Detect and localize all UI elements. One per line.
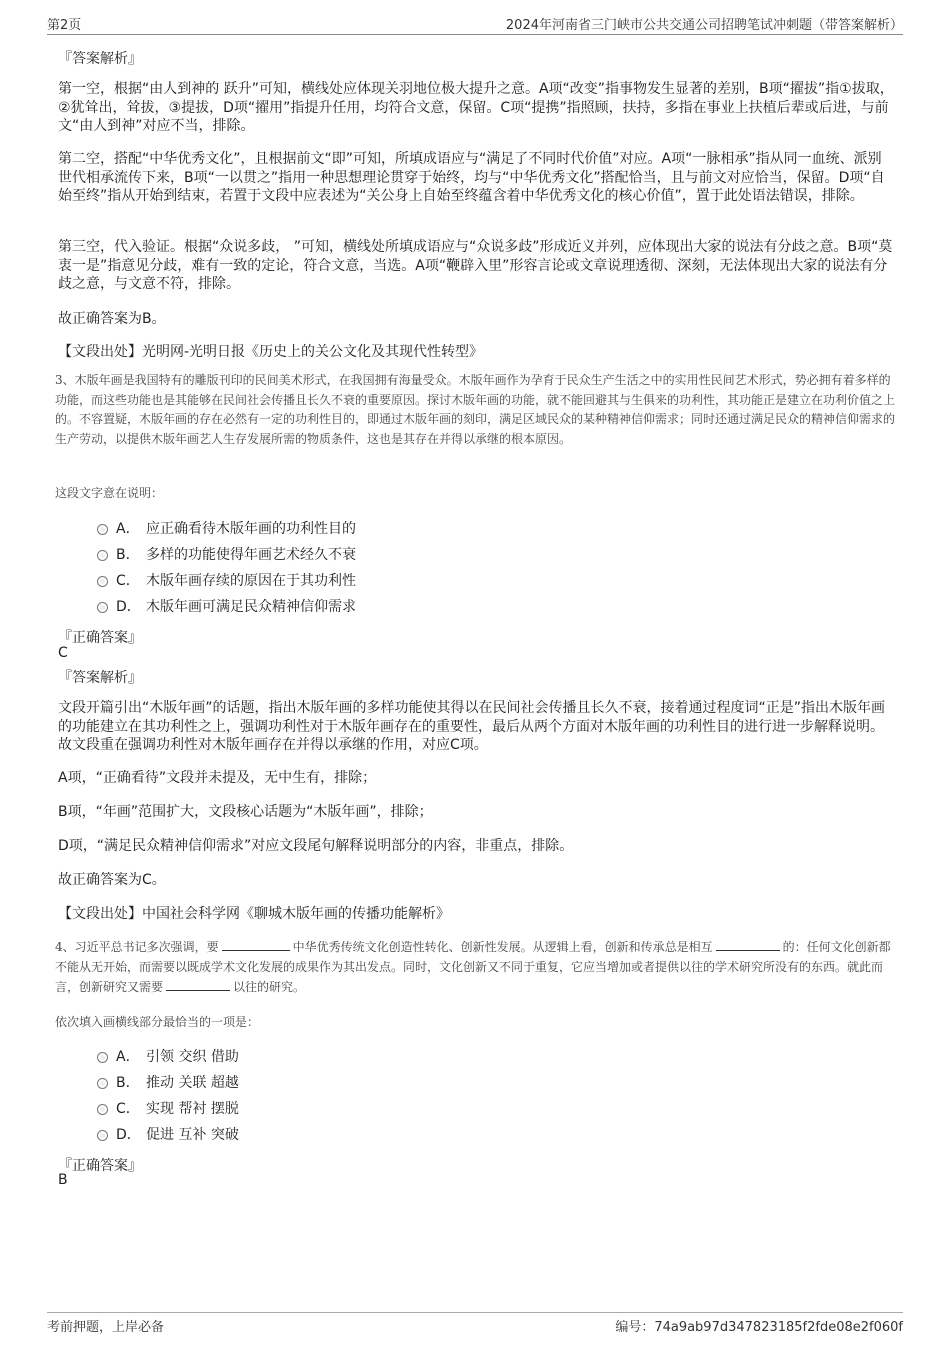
q2-conclusion: 故正确答案为B。: [58, 311, 166, 327]
q3-analysis-a: A项，“正确看待”文段并未提及，无中生有，排除；: [58, 770, 377, 786]
blank-line: [166, 977, 230, 991]
q3-analysis-d: D项，“满足民众精神信仰需求”对应文段尾句解释说明部分的内容，非重点，排除。: [58, 838, 574, 854]
q3-option-c[interactable]: C． 木版年画存续的原因在于其功利性: [97, 571, 356, 591]
q2-source: 【文段出处】光明网-光明日报《历史上的关公文化及其现代性转型》: [58, 344, 484, 360]
blank-line: [222, 937, 290, 951]
radio-icon[interactable]: [97, 1104, 108, 1115]
q3-source: 【文段出处】中国社会科学网《聊城木版年画的传播功能解析》: [58, 906, 450, 922]
q3-answer-tag: 『正确答案』: [58, 630, 142, 646]
radio-icon[interactable]: [97, 602, 108, 613]
q3-prompt: 这段文字意在说明：: [55, 486, 164, 500]
q4-answer-tag: 『正确答案』: [58, 1158, 142, 1174]
page-header: [47, 12, 903, 35]
q4-option-c[interactable]: C． 实现 帮衬 摆脱: [97, 1099, 239, 1119]
q3-option-d[interactable]: D． 木版年画可满足民众精神信仰需求: [97, 597, 356, 617]
q4-option-a[interactable]: A． 引领 交织 借助: [97, 1047, 239, 1067]
q3-stem: 3、木版年画是我国特有的雕版刊印的民间美术形式，在我国拥有海量受众。木版年画作为孕育于民众生产生活之中的实用性民间艺术形式，势必拥有着多样的功能，而这些功能也是其能够在民间社会传播且长久不衰的重要原因。探讨木版年画的功能，就不能回避其与生俱来的功利性，其功能正是建立在功利价值之上的。不容置疑，木版年画的存在必然有一定的功利性目的，即通过木版年画的刻印，满足区域民众的某种精神信仰需求；同时还通过满足民众的精神信仰需求的生产劳动，以提供木版年画艺人生存发展所需的物质条件，这也是其存在并得以承继的根本原因。: [55, 373, 896, 446]
q3-option-b[interactable]: B． 多样的功能使得年画艺术经久不衰: [97, 545, 356, 565]
q3-analysis-tag: 『答案解析』: [58, 670, 142, 686]
q4-option-d[interactable]: D． 促进 互补 突破: [97, 1125, 239, 1145]
q2-analysis-p2: 第二空，搭配“中华优秀文化”，且根据前文“即”可知，所填成语应与“满足了不同时代价值”对应。A项“一脉相承”指从同一血统、派别世代相承流传下来，B项“一以贯之”指用一种思想理论贯穿于始终，均与“中华优秀文化”搭配恰当，且与前文对应恰当，保留。D项“自始至终”指从开始到结束，若置于文段中应表述为“关公身上自始至终蕴含着中华优秀文化的核心价值”，置于此处语法错误，排除。: [58, 151, 885, 204]
q2-analysis-p3: 第三空，代入验证。根据“众说多歧， ”可知，横线处所填成语应与“众说多歧”形成近义并列，应体现出大家的说法有分歧之意。B项“莫衷一是”指意见分歧，难有一致的定论，符合文意，当选。A项“鞭辟入里”形容言论或文章说理透彻、深刻，无法体现出大家的说法有分歧之意，与文意不符，排除。: [58, 239, 893, 292]
radio-icon[interactable]: [97, 524, 108, 535]
radio-icon[interactable]: [97, 1078, 108, 1089]
q4-stem: 4、习近平总书记多次强调，要 中华优秀传统文化创造性转化、创新性发展。从逻辑上看，创新和传承总是相互 的：任何文化创新都不能从无开始，而需要以既成学术文化发展的成果作为其出发点。同时，文化创新又不同于重复，它应当增加或者提供以往的学术研究所没有的东西。就此而言，创新研究又需要 以往的研究。: [55, 937, 897, 998]
q3-analysis-b: B项，“年画”范围扩大，文段核心话题为“木版年画”，排除；: [58, 804, 433, 820]
footer-slogan: 考前押题，上岸必备: [47, 1320, 165, 1335]
page-number: 第2页: [47, 18, 82, 33]
radio-icon[interactable]: [97, 576, 108, 587]
q4-option-b[interactable]: B． 推动 关联 超越: [97, 1073, 239, 1093]
q2-analysis-tag: 『答案解析』: [58, 51, 142, 67]
radio-icon[interactable]: [97, 1130, 108, 1141]
q3-analysis-p1: 文段开篇引出“木版年画”的话题，指出木版年画的多样功能使其得以在民间社会传播且长久不衰，接着通过程度词“正是”指出木版年画的功能建立在其功利性之上，强调功利性对于木版年画存在的重要性，最后从两个方面对木版年画的功利性目的进行进一步解释说明。故文段重在强调功利性对木版年画存在并得以承继的作用，对应C项。: [58, 700, 886, 753]
q4-answer: B: [58, 1172, 68, 1188]
q3-answer: C: [58, 645, 68, 661]
blank-line: [716, 937, 780, 951]
document-code: 编号：74a9ab97d347823185f2fde08e2f060f: [615, 1320, 903, 1335]
radio-icon[interactable]: [97, 1052, 108, 1063]
q4-prompt: 依次填入画横线部分最恰当的一项是：: [55, 1015, 260, 1029]
page-footer: [47, 1312, 903, 1337]
q2-analysis-p1: 第一空，根据“由人到神的 跃升”可知，横线处应体现关羽地位极大提升之意。A项“改变”指事物发生显著的差别，B项“擢拔”指①拔取，②犹耸出，耸拔，③提拔，D项“擢用”指提升任用，均符合文意，保留。C项“提携”指照顾，扶持，多指在事业上扶植后辈或后进，与前文“由人到神”对应不当，排除。: [58, 81, 894, 134]
document-title: 2024年河南省三门峡市公共交通公司招聘笔试冲刺题（带答案解析）: [505, 18, 903, 33]
q3-option-a[interactable]: A． 应正确看待木版年画的功利性目的: [97, 519, 356, 539]
q3-conclusion: 故正确答案为C。: [58, 872, 166, 888]
radio-icon[interactable]: [97, 550, 108, 561]
